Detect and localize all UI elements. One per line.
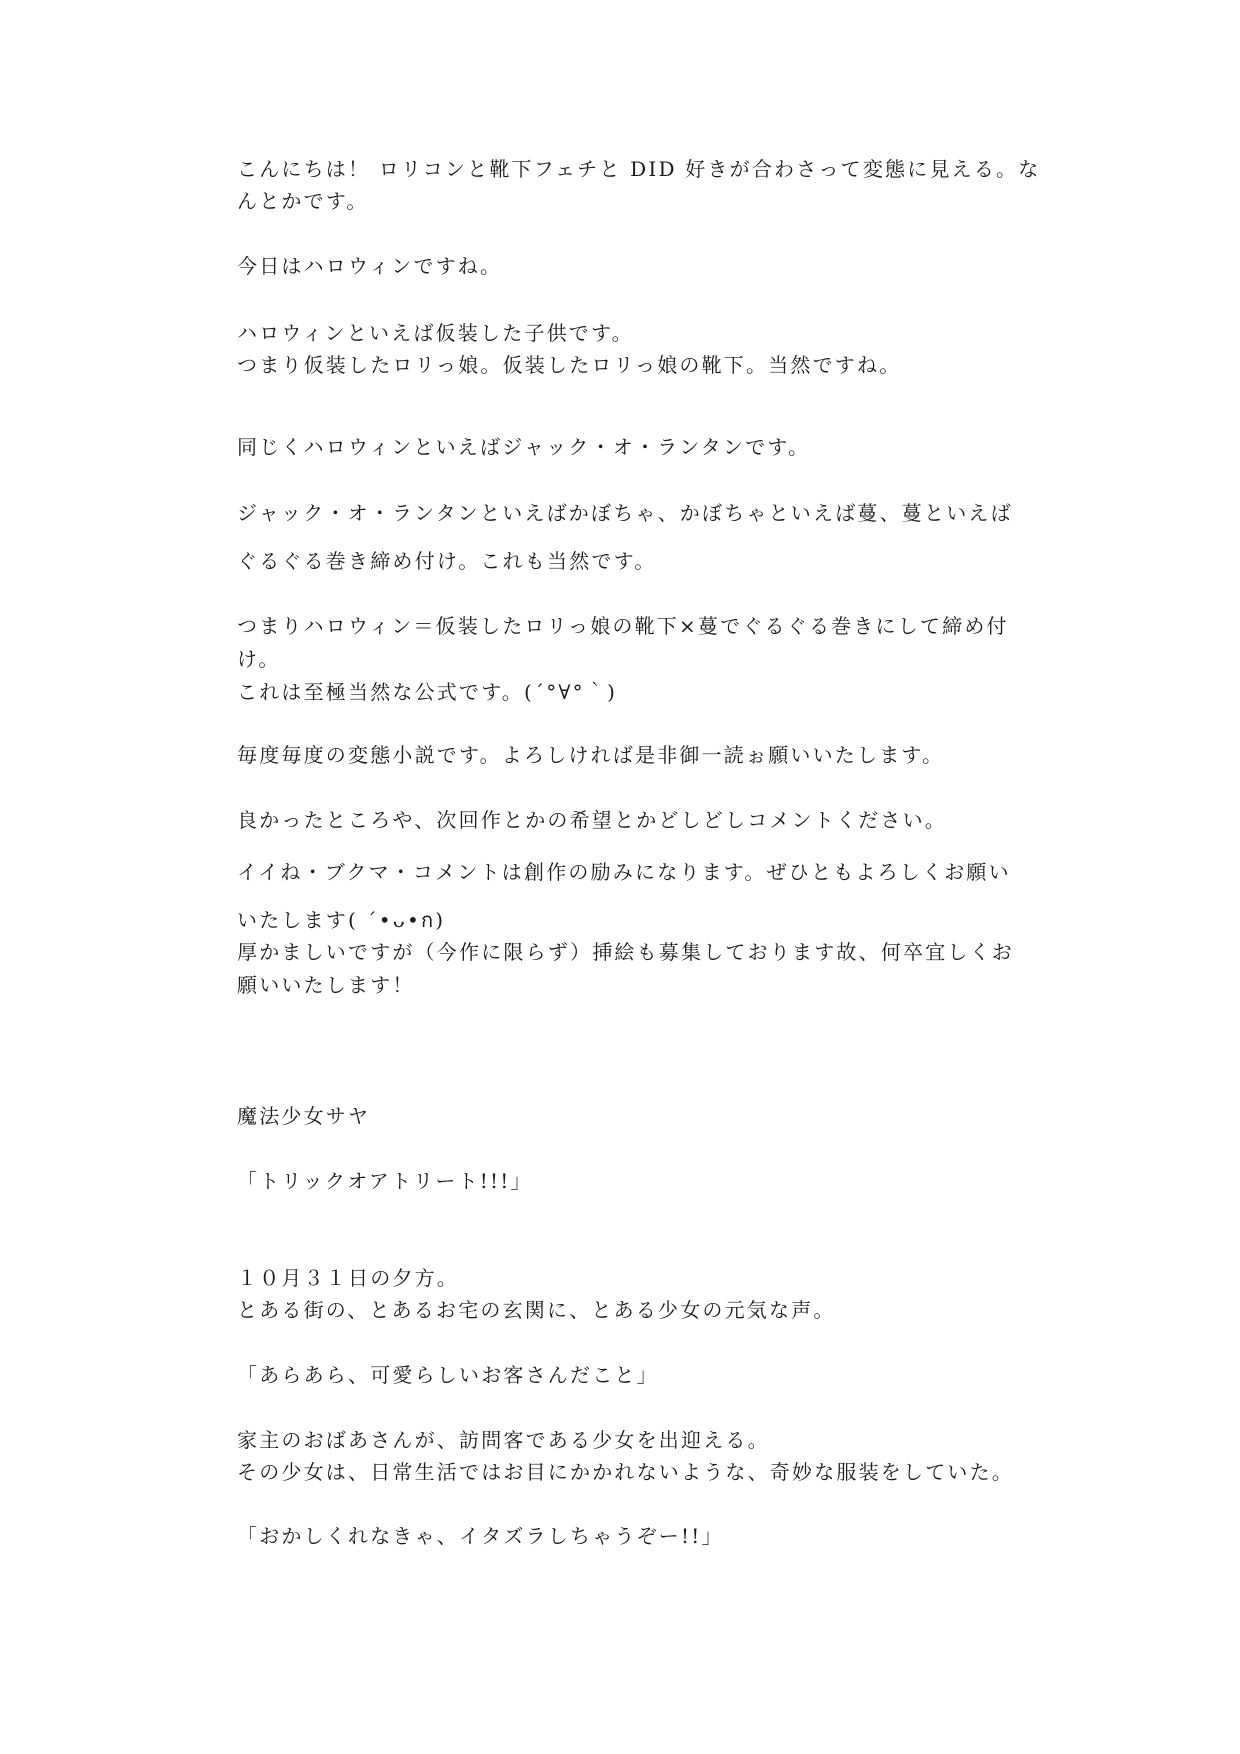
intro-greeting-line-1: こんにちは！ ロリコンと靴下フェチと DID 好きが合わさって変態に見える。な	[237, 157, 1041, 181]
intro-jack-line: 同じくハロウィンといえばジャック・オ・ランタンです。	[237, 435, 811, 459]
intro-formula-line-2: け。	[237, 647, 281, 671]
intro-pumpkin-line-1: ジャック・オ・ランタンといえばかぼちゃ、かぼちゃといえば蔓、蔓といえば	[237, 501, 1013, 525]
intro-costume-line-2: つまり仮装したロリっ娘。仮装したロリっ娘の靴下。当然ですね。	[237, 353, 902, 377]
intro-illustration-line-2: 願いいたします！	[237, 973, 415, 997]
intro-novel-line: 毎度毎度の変態小説です。よろしければ是非御一読ぉ願いいたします。	[237, 743, 945, 767]
intro-greeting-line-2: んとかです。	[237, 189, 369, 213]
intro-likes-line-1: イイね・ブクマ・コメントは創作の励みになります。ぜひともよろしくお願い	[237, 860, 1011, 884]
intro-request-line: 良かったところや、次回作とかの希望とかどしどしコメントください。	[237, 808, 947, 832]
story-line-date: １０月３１日の夕方。	[237, 1266, 459, 1290]
story-line-outfit: その少女は、日常生活ではお目にかかれないような、奇妙な服装をしていた。	[237, 1460, 1014, 1484]
intro-likes-line-2: いたします( ´•ᴗ•ก)	[237, 908, 446, 932]
intro-halloween-today: 今日はハロウィンですね。	[237, 254, 503, 278]
story-title: 魔法少女サヤ	[237, 1104, 371, 1128]
intro-illustration-line-1: 厚かましいですが（今作に限らず）挿絵も募集しております故、何卒宜しくお	[237, 940, 1014, 964]
story-line-granny-greets: 家主のおばあさんが、訪問客である少女を出迎える。	[237, 1428, 770, 1452]
story-line-prank: 「おかしくれなきゃ、イタズラしちゃうぞー!!」	[237, 1524, 724, 1548]
intro-pumpkin-line-2: ぐるぐる巻き締め付け。これも当然です。	[237, 549, 657, 573]
story-line-trick-or-treat: 「トリックオアトリート!!!」	[237, 1169, 533, 1193]
story-line-granny-quote: 「あらあら、可愛らしいお客さんだこと」	[237, 1363, 659, 1387]
intro-formula-line-3: これは至極当然な公式です。(´°∀°｀)	[237, 680, 618, 704]
intro-costume-line-1: ハロウィンといえば仮装した子供です。	[237, 321, 634, 345]
story-line-voice: とある街の、とあるお宅の玄関に、とある少女の元気な声。	[237, 1298, 836, 1322]
intro-formula-line-1: つまりハロウィン＝仮装したロリっ娘の靴下×蔓でぐるぐる巻きにして締め付	[237, 614, 1009, 638]
